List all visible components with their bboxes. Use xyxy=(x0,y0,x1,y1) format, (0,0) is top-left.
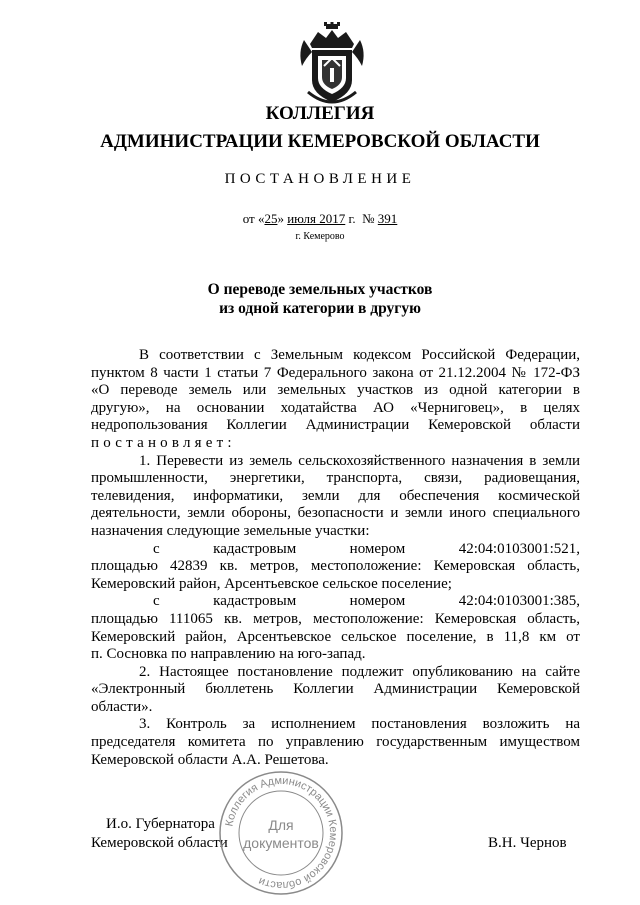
coat-of-arms-emblem xyxy=(296,22,368,108)
org-title-line1: КОЛЛЕГИЯ xyxy=(265,103,375,124)
body-line: «О переводе земель или земельных участков из одной категории в xyxy=(91,382,580,399)
body-line: деятельности, земли обороны, безопасности и земли иного специального xyxy=(91,505,580,522)
body-line: площадью 111065 кв. метров, местоположение: Кемеровская область, xyxy=(91,610,580,627)
number-prefix: № xyxy=(362,211,375,226)
body-line: телевидения, информатики, земли для обеспечения космической xyxy=(91,487,580,504)
body-line: В соответствии с Земельным кодексом Российской Федерации, xyxy=(139,347,580,363)
body-line: Кемеровский район, Арсентьевское сельское поселение; xyxy=(91,575,452,592)
issue-city: г. Кемерово xyxy=(295,231,345,242)
date-day: 25 xyxy=(264,211,278,226)
body-line: Кемеровской области А.А. Решетова. xyxy=(91,751,329,768)
body-line: пунктом 8 части 1 статьи 7 Федерального закона от 21.12.2004 № 172-ФЗ xyxy=(91,364,580,381)
date-suffix: г. xyxy=(345,211,356,226)
stamp-center-line2: документов xyxy=(243,835,319,851)
stamp-center-line1: Для xyxy=(268,817,294,833)
signatory-title-line2: Кемеровской области xyxy=(91,835,228,851)
subject-line2: из одной категории в другую xyxy=(219,300,421,317)
signatory-name: В.Н. Чернов xyxy=(488,835,567,851)
body-line: 2. Настоящее постановление подлежит опубликованию на сайте xyxy=(139,663,580,680)
date-mid: » xyxy=(277,211,288,226)
body-line: другую», на основании ходатайства АО «Черниговец», в целях xyxy=(91,399,580,416)
org-title-line2: АДМИНИСТРАЦИИ КЕМЕРОВСКОЙ ОБЛАСТИ xyxy=(100,131,540,152)
body-line: п. Сосновка по направлению на юго-запад. xyxy=(91,646,366,663)
document-body xyxy=(91,347,580,769)
body-line: с кадастровым номером 42:04:0103001:385, xyxy=(153,593,580,610)
body-line: 1. Перевести из земель сельскохозяйственного назначения в земли xyxy=(139,452,580,469)
body-line: недропользования Коллегии Администрации Кемеровской области xyxy=(91,417,580,434)
body-line: Кемеровский район, Арсентьевское сельское поселение, в 11,8 км от xyxy=(91,628,580,645)
body-line: 3. Контроль за исполнением постановления возложить на xyxy=(139,716,580,733)
signatory-title-line1: И.о. Губернатора xyxy=(106,816,215,832)
date-prefix: от « xyxy=(242,211,265,226)
date-month-year: июля 2017 xyxy=(287,211,346,226)
stamp-ring-text: Коллегия Администрации Кемеровской области xyxy=(223,774,340,892)
body-line: председателя комитета по управлению государственным имуществом xyxy=(91,734,580,751)
body-line: «Электронный бюллетень Коллегии Администрации Кемеровской xyxy=(91,681,580,698)
body-line: с кадастровым номером 42:04:0103001:521, xyxy=(153,540,580,557)
body-line: назначения следующие земельные участки: xyxy=(91,522,370,539)
body-line: области». xyxy=(91,698,153,715)
resolution-word: постановляет: xyxy=(91,434,236,451)
subject-line1: О переводе земельных участков xyxy=(207,281,433,298)
body-line: промышленности, энергетики, транспорта, связи, радиовещания, xyxy=(91,470,580,487)
date-number-line xyxy=(0,211,640,227)
document-type: ПОСТАНОВЛЕНИЕ xyxy=(224,171,416,187)
document-number: 391 xyxy=(377,211,398,226)
official-stamp xyxy=(218,770,344,896)
body-line: площадью 42839 кв. метров, местоположение: Кемеровская область, xyxy=(91,558,580,575)
